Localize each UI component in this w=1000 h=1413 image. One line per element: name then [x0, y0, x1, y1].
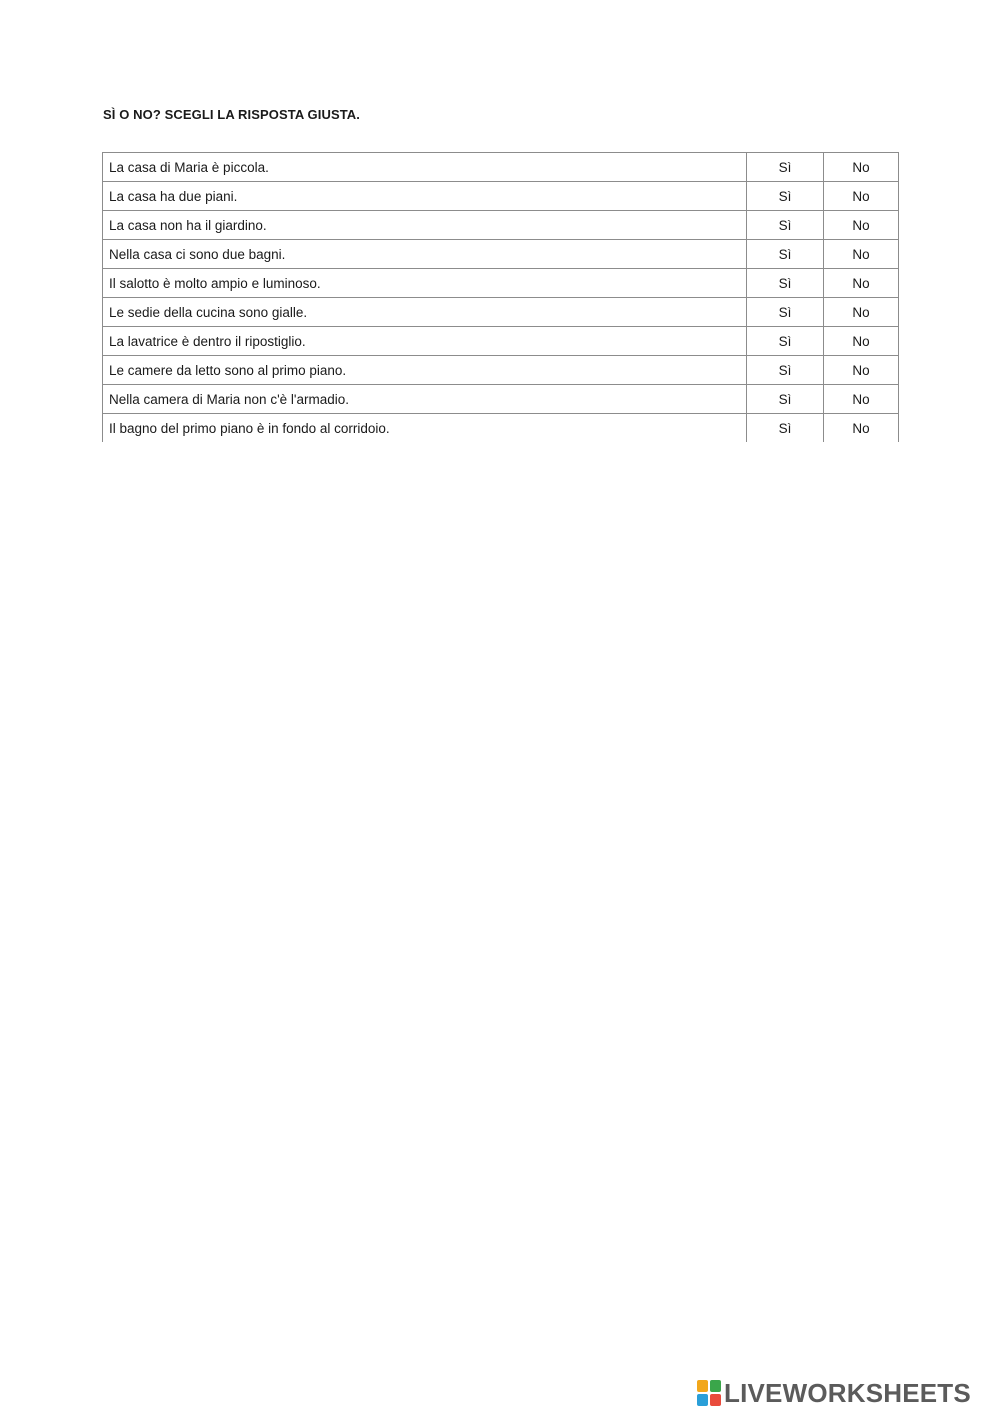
brand-wordmark: LIVEWORKSHEETS — [724, 1378, 971, 1408]
statement-cell: Il salotto è molto ampio e luminoso. — [103, 269, 747, 298]
statement-cell: Il bagno del primo piano è in fondo al corridoio. — [103, 414, 747, 443]
statement-cell: Nella camera di Maria non c'è l'armadio. — [103, 385, 747, 414]
logo-square-orange — [697, 1380, 708, 1392]
answer-no-option[interactable]: No — [824, 414, 899, 443]
answer-no-option[interactable]: No — [824, 153, 899, 182]
answer-no-option[interactable]: No — [824, 182, 899, 211]
table-row — [103, 153, 899, 182]
answer-no-option[interactable]: No — [824, 269, 899, 298]
logo-square-blue — [697, 1394, 708, 1406]
quiz-table — [102, 152, 899, 442]
answer-no-option[interactable]: No — [824, 385, 899, 414]
answer-no-option[interactable]: No — [824, 211, 899, 240]
table-row — [103, 269, 899, 298]
answer-yes-option[interactable]: Sì — [747, 356, 824, 385]
logo-square-red — [710, 1394, 721, 1406]
logo-square-green — [710, 1380, 721, 1392]
statement-cell: La casa ha due piani. — [103, 182, 747, 211]
answer-yes-option[interactable]: Sì — [747, 414, 824, 443]
statement-cell: Le camere da letto sono al primo piano. — [103, 356, 747, 385]
statement-cell: La casa non ha il giardino. — [103, 211, 747, 240]
answer-yes-option[interactable]: Sì — [747, 153, 824, 182]
statement-cell: La casa di Maria è piccola. — [103, 153, 747, 182]
answer-no-option[interactable]: No — [824, 327, 899, 356]
table-row — [103, 182, 899, 211]
answer-yes-option[interactable]: Sì — [747, 182, 824, 211]
table-row — [103, 414, 899, 443]
answer-no-option[interactable]: No — [824, 240, 899, 269]
table-row — [103, 356, 899, 385]
answer-no-option[interactable]: No — [824, 298, 899, 327]
table-row — [103, 211, 899, 240]
statement-cell: Nella casa ci sono due bagni. — [103, 240, 747, 269]
liveworksheets-brand — [697, 1378, 971, 1408]
answer-yes-option[interactable]: Sì — [747, 327, 824, 356]
answer-yes-option[interactable]: Sì — [747, 240, 824, 269]
answer-no-option[interactable]: No — [824, 356, 899, 385]
answer-yes-option[interactable]: Sì — [747, 385, 824, 414]
answer-yes-option[interactable]: Sì — [747, 298, 824, 327]
statement-cell: Le sedie della cucina sono gialle. — [103, 298, 747, 327]
answer-yes-option[interactable]: Sì — [747, 269, 824, 298]
statement-cell: La lavatrice è dentro il ripostiglio. — [103, 327, 747, 356]
worksheet-title: SÌ O NO? SCEGLI LA RISPOSTA GIUSTA. — [103, 107, 361, 122]
table-row — [103, 298, 899, 327]
table-row — [103, 385, 899, 414]
table-row — [103, 327, 899, 356]
answer-yes-option[interactable]: Sì — [747, 211, 824, 240]
liveworksheets-logo-icon — [697, 1380, 721, 1406]
table-row — [103, 240, 899, 269]
